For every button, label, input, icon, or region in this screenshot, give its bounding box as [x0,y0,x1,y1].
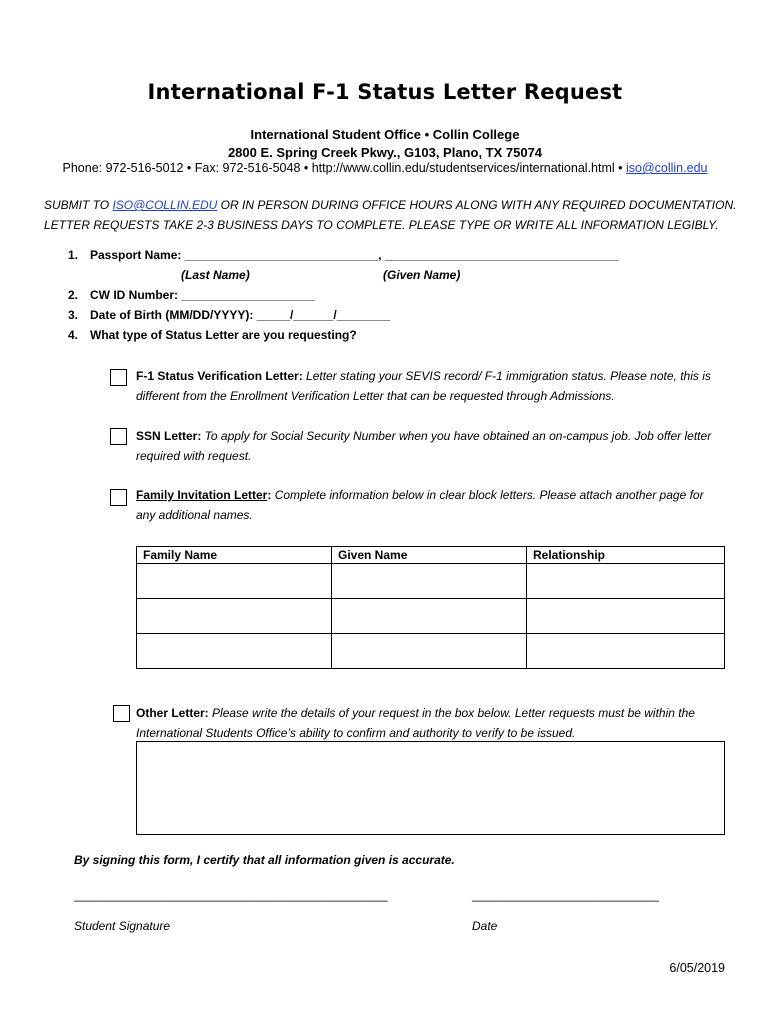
certification-statement: By signing this form, I certify that all information given is accurate. [74,853,455,867]
table-header-row [137,547,725,564]
contact-info: Phone: 972-516-5012 • Fax: 972-516-5048 • http://www.collin.edu/studentservices/international.html • [62,161,626,175]
col-family-name: Family Name [137,547,332,564]
student-signature-line[interactable]: _______________________________________________ [74,888,388,902]
question-passport-name[interactable] [68,248,619,262]
submit-email-link[interactable]: ISO@COLLIN.EDU [112,198,218,212]
given-name-label: (Given Name) [383,268,461,282]
question-text: Date of Birth (MM/DD/YYYY): _____/______/________ [90,308,391,322]
family-letter-option [136,485,726,525]
ssn-letter-desc: To apply for Social Security Number when you have obtained an on-campus job. Job offer letter required with request. [136,429,712,463]
family-table [136,546,725,669]
f1-letter-option [136,366,726,406]
instructions-suffix: OR IN PERSON DURING OFFICE HOURS ALONG WITH ANY REQUIRED DOCUMENTATION. [217,198,737,212]
relationship-cell[interactable] [527,634,725,669]
family-letter-checkbox[interactable] [110,489,127,506]
col-relationship: Relationship [527,547,725,564]
family-name-cell[interactable] [137,599,332,634]
table-row [137,599,725,634]
given-name-cell[interactable] [332,564,527,599]
question-text: CW ID Number: ____________________ [90,288,315,302]
f1-letter-desc: Letter stating your SEVIS record/ F-1 immigration status. Please note, this is different from the Enrollment Verification Letter that can be requested through Admissions. [136,369,711,403]
given-name-cell[interactable] [332,599,527,634]
question-cwid[interactable] [68,288,315,302]
instructions [44,195,744,235]
question-letter-type [68,328,357,342]
form-title: International F-1 Status Letter Request [147,80,623,104]
other-request-details-box[interactable] [136,741,725,835]
ssn-letter-label: SSN Letter: [136,429,202,443]
given-name-cell[interactable] [332,634,527,669]
other-letter-label: Other Letter: [136,706,209,720]
other-letter-checkbox[interactable] [113,705,130,722]
other-letter-desc: Please write the details of your request in the box below. Letter requests must be within the International Students Office’s ability to confirm and authority to verify to be issued. [136,706,695,740]
instructions-prefix: SUBMIT TO [44,198,113,212]
student-signature-label: Student Signature [74,919,171,933]
question-number: 2. [68,288,79,302]
instructions-line2: LETTER REQUESTS TAKE 2-3 BUSINESS DAYS TO COMPLETE. PLEASE TYPE OR WRITE ALL INFORMATION LEGIBLY. [44,218,719,232]
relationship-cell[interactable] [527,564,725,599]
contact-email-link[interactable]: iso@collin.edu [625,161,708,175]
question-number: 3. [68,308,79,322]
table-row [137,564,725,599]
ssn-letter-option [136,426,726,466]
f1-letter-label: F-1 Status Verification Letter: [136,369,303,383]
revision-date: 6/05/2019 [669,961,725,975]
question-text: What type of Status Letter are you requesting? [90,328,357,342]
office-contact [0,161,770,175]
last-name-label: (Last Name) [181,268,250,282]
question-text: Passport Name: _____________________________, ___________________________________ [90,248,619,262]
question-dob[interactable] [68,308,390,322]
question-number: 4. [68,328,79,342]
date-label: Date [472,919,498,933]
col-given-name: Given Name [332,547,527,564]
question-number: 1. [68,248,79,262]
table-row [137,634,725,669]
office-address: 2800 E. Spring Creek Pkwy., G103, Plano, TX 75074 [227,145,543,160]
family-name-cell[interactable] [137,564,332,599]
family-letter-desc: Complete information below in clear block letters. Please attach another page for any additional names. [136,488,704,522]
relationship-cell[interactable] [527,599,725,634]
family-letter-colon: : [267,488,272,502]
family-name-cell[interactable] [137,634,332,669]
family-letter-label: Family Invitation Letter [136,488,268,502]
ssn-letter-checkbox[interactable] [110,428,127,445]
f1-letter-checkbox[interactable] [110,369,127,386]
other-letter-option [136,703,726,743]
date-line[interactable]: ____________________________ [472,888,659,902]
office-name: International Student Office • Collin College [250,127,520,142]
